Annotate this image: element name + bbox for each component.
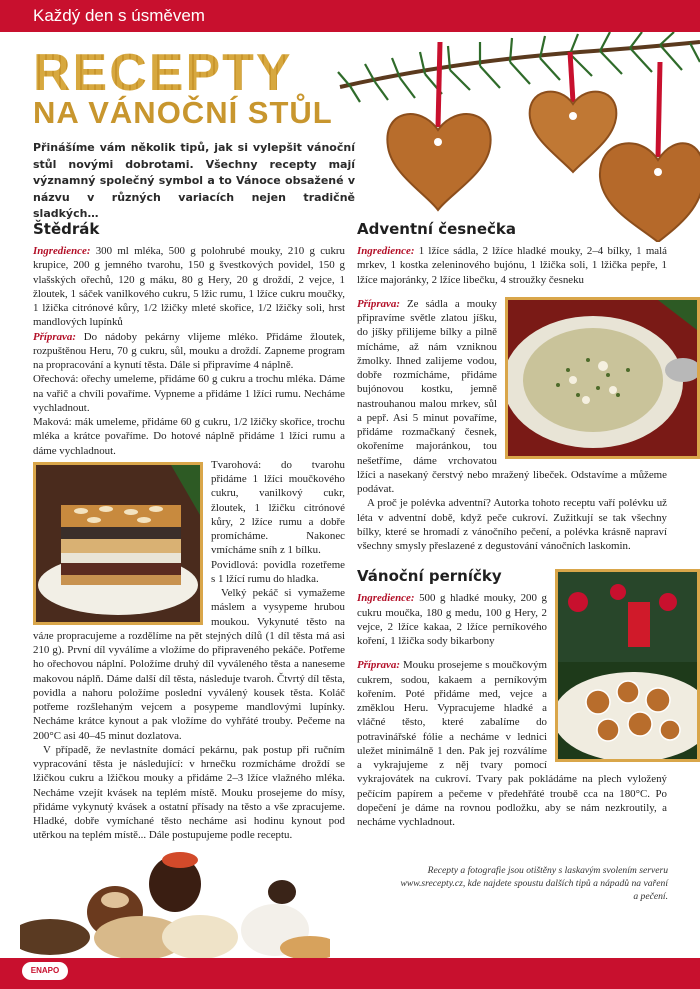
recipe-body [357,244,667,553]
candle-icon [628,602,650,647]
cookie-icon [162,915,238,958]
filling-cottage: Tvarohová: do tvarohu přidáme 1 lžíci moučkového cukru, vanilkový cukr, žloutek, 1 lžičku citrónové kůry, 2 lžíce rumu a dobře promícháme. Nakonec vmícháme sníh z 1 bílku. [211,458,345,557]
prep-label: Příprava: [357,297,400,310]
gingerbread-hearts-decoration [330,32,700,242]
recipe-heading: Adventní česnečka [357,220,517,238]
soup-photo [505,297,700,459]
recipe-body [357,591,667,829]
ingredients-label: Ingredience: [357,245,415,257]
ingredients-text: 300 ml mléka, 500 g polohrubé mouky, 210 g cukru krupice, 200 g jemného tvarohu, 150 g švestkových povidel, 150 g vlašských ořechů, 120 g máku, 80 g Hery, 20 g droždí, 2 vejce, 1 žloutek, 1 sáček vanilkového cukru, 5 lžic rumu, 1 lžíce cukru moučky, 1 lžička citrónové kůry, 1/2 lžičky mleté skořice, 1/2 lžičky soli, hrst mandlových lupínků [33,245,345,329]
recipe-heading: Vánoční perníčky [357,567,502,586]
recipe-body [33,244,345,843]
filling-poppy: Maková: mák umeleme, přidáme 60 g cukru, 1/2 lžičky skořice, trochu mléka a krátce povaříme. Do hotové náplně přidáme 1 lžíci rumu a dáme vychladnout. [33,416,345,457]
recipe-cesnecka [357,220,667,829]
gingerbread-photo [555,569,700,762]
section-header-bar [0,0,700,32]
recipe-stedrak [33,220,345,843]
lead-paragraph: Přinášíme vám několik tipů, jak si vylepšit vánoční stůl novými dobrotami. Všechny recepty mají významný společný symbol a to Vánoce obsažené v názvu v různých variacích nejen tradičně sladkých… [33,141,355,220]
filling-walnut: Ořechová: ořechy umeleme, přidáme 60 g cukru a trochu mléka. Dáme na vařič a chvíli povaříme. Vypneme a přidáme 1 lžíci rumu. Necháme vychladnout. [33,373,345,414]
baking-steps: Velký pekáč si vymažeme máslem a vysypeme hrubou moukou. Vykynuté těsto na váле propracujeme a rozdělíme na pět stejných dílů (1 díl těsta má asi 210 g). První díl vyválíme a vložíme do připraveného pekáče. Potřeme ho ořechovou náplní. Položíme druhý díl vyváleného těsta a naneseme makovou náplň. Dáme další díl těsta, následuje tvaroh. Čtvrtý díl těsta, povidla a nahoru položíme poslední vyválený kousek těsta. Koláč potřeme rozšlehaným vejcem a posypeme mandlovými lupínky. Necháme krátce kynout a pak vložíme do vyhřáté trouby. Pečeme na 200°C asi 40–45 minut dozlatova. [33,587,345,742]
footer-bar [0,958,700,989]
prep-text: Ze sádla a mouky připravíme světle zlatou jíšku, do jíšky přilijeme bílky a pilně mícháme, až nám vzniknou žmolky. Ihned zalijeme vodou, dobře rozmícháme, přidáme bujónovou kostku, jemně nastrouhanou malou mrkev, sůl a pepř. Asi 5 minut povaříme, přidáme rozmačkaný česnek, okořeníme majoránkou, tou nešetříme, dáme vrchovatou lžíci a nasekaný čerstvý nebo mražený libeček. Odstavíme a můžeme podávat. [357,297,667,495]
prep-label: Příprava: [33,330,76,343]
ingredients-text: 500 g hladké mouky, 200 g cukru moučka, 180 g medu, 100 g Hery, 2 vejce, 2 lžíce kakaa, 2 lžíce perníkového koření, 1 lžička sody bikarbony [357,592,547,647]
advent-note: A proč je polévka adventní? Autorka tohoto receptu vaří polévku už léta v adventní době, když peče cukroví. Zužitkují se tak všechny bílky, které se hromadí z vánočního pečení, a polévka krásně napraví všechny smysly přeslazené z degustování vánočních laskomin. [357,497,667,552]
christmas-cookies-photo [20,842,330,958]
main-title: RECEPTY [33,44,293,102]
main-subtitle: NA VÁNOČNÍ STŮL [33,95,333,130]
manual-steps: V případě, že nevlastníte domácí pekárnu, pak postup při ručním vypracování těsta je následující: v hrnečku rozmícháme droždí se lžičkou cukru a lžičkou mouky a přidáme 2–3 lžíce vlažného mléka. Necháme vzejít kvásek na teplém místě. Mouku prosejeme do mísy, přidáme vykynutý kvásek a ostatní přísady na těsto a vše zpracujeme. Hladké, dobře vymíchané těsto necháme asi hodinu kynout pod utěrkou na teplém místě... Dále postupujeme podle receptu. [33,743,345,842]
recipe-heading: Štědrák [33,220,100,238]
prep-text: Mouku prosejeme s moučkovým cukrem, sodou, kakaem a perníkovým kořením. Poté přidáme med, vejce a změklou Heru. Vypracujeme hladké a vláčné těsto, které zabalíme do potravinářské fólie a necháme v lednici uležet minimálně 1 den. Pak jej rozválíme a vykrajujeme z něj tvary pomocí vykrajovátek na cukroví. Tvary pak pokládáme na plech vyložený pečícím papírem a pečeme v předehřáté troubě cca na 180°C. Po dopečení je dáme na rovnou podložku, aby se nám nezkroutily, a necháme vychladnout. [357,659,667,828]
section-title: Každý den s úsměvem [33,6,205,25]
gingerbread-heart-icon [387,114,490,210]
cookie-icon [20,919,90,955]
stedrak-photo [33,462,203,625]
credit-note: Recepty a fotografie jsou otištěny s laskavým svolením serveru www.srecepty.cz, kde najdete spoustu dalších tipů a nápadů na vaření a pečení. [400,865,668,902]
prep-text: Do nádoby pekárny vlijeme mléko. Přidáme žloutek, rozpuštěnou Heru, 70 g cukru, sůl, mouku a droždí. Zapneme program na propracování a kynutí těsta. Dále si připravíme 4 náplně. [33,330,345,371]
cake-slice-icon [36,465,200,622]
ingredients-label: Ingredience: [33,245,91,257]
fir-branch-icon [338,32,700,102]
ingredients-text: 1 lžíce sádla, 2 lžíce hladké mouky, 2–4 bílky, 1 malá mrkev, 1 kostka zeleninového bujónu, 1 lžička soli, 1 lžička pepře, 1 lžíce majoránky, 2 lžíce libečku, 4 stroužky česneku [357,245,667,286]
prep-label: Příprava: [357,659,400,672]
filling-plum: Povidlová: povidla rozetřeme s 1 lžící rumu do hladka. [211,558,345,585]
publisher-logo: ENAPO [22,962,68,980]
ingredients-label: Ingredience: [357,592,415,605]
